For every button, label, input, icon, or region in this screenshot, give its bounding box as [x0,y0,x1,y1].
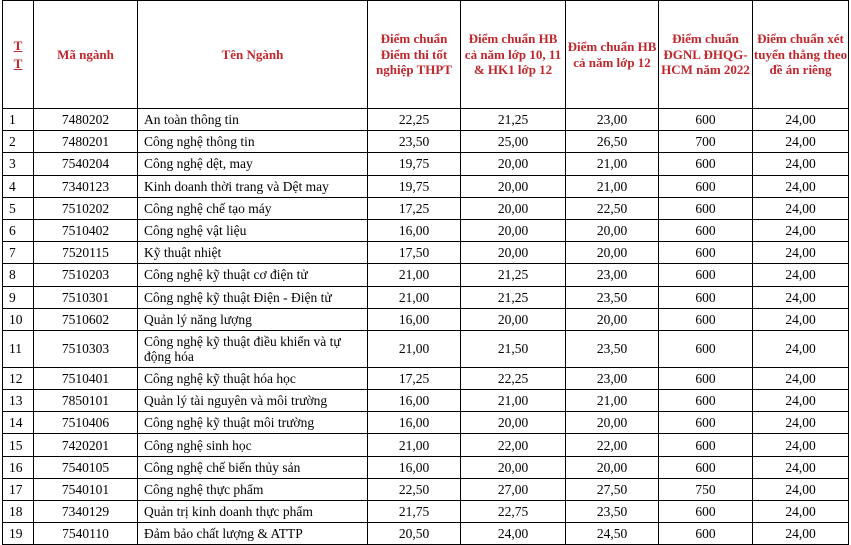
row-hb-12-score: 20,00 [566,219,659,241]
table-row [3,308,849,330]
row-thpt-score: 19,75 [368,175,461,197]
row-number: 1 [3,109,34,131]
row-code: 7850101 [34,390,138,412]
row-name: Đảm bảo chất lượng & ATTP [138,523,368,545]
row-dgnl-score: 600 [659,412,753,434]
table-row [3,264,849,286]
header-row [3,1,849,109]
row-number: 13 [3,390,34,412]
row-hb-12-score: 20,00 [566,242,659,264]
row-thpt-score: 22,50 [368,478,461,500]
table-row [3,242,849,264]
row-direct-admission-score: 24,00 [753,175,849,197]
row-hb-10-11-score: 24,00 [461,523,566,545]
table-body [3,109,849,545]
header-ma-nganh: Mã ngành [34,1,138,109]
row-hb-10-11-score: 20,00 [461,242,566,264]
row-thpt-score: 16,00 [368,308,461,330]
row-number: 2 [3,131,34,153]
row-direct-admission-score: 24,00 [753,330,849,367]
row-code: 7510301 [34,286,138,308]
row-hb-12-score: 21,00 [566,390,659,412]
row-code: 7540105 [34,456,138,478]
row-hb-12-score: 21,00 [566,153,659,175]
row-name: Kỹ thuật nhiệt [138,242,368,264]
row-hb-10-11-score: 22,75 [461,501,566,523]
row-number: 7 [3,242,34,264]
row-thpt-score: 21,00 [368,434,461,456]
row-code: 7510406 [34,412,138,434]
row-dgnl-score: 600 [659,390,753,412]
row-number: 6 [3,219,34,241]
table-row [3,367,849,389]
row-name: An toàn thông tin [138,109,368,131]
row-hb-12-score: 23,00 [566,367,659,389]
row-code: 7510602 [34,308,138,330]
row-thpt-score: 22,25 [368,109,461,131]
row-dgnl-score: 600 [659,175,753,197]
row-name: Công nghệ sinh học [138,434,368,456]
row-number: 8 [3,264,34,286]
row-code: 7340123 [34,175,138,197]
row-name: Công nghệ kỹ thuật điều khiển và tự động hóa [138,330,368,367]
row-thpt-score: 16,00 [368,219,461,241]
row-number: 15 [3,434,34,456]
row-number: 3 [3,153,34,175]
row-dgnl-score: 700 [659,131,753,153]
table-row [3,330,849,367]
table-row [3,390,849,412]
row-direct-admission-score: 24,00 [753,219,849,241]
table-row [3,109,849,131]
row-dgnl-score: 600 [659,109,753,131]
table-row [3,219,849,241]
row-direct-admission-score: 24,00 [753,478,849,500]
row-hb-10-11-score: 27,00 [461,478,566,500]
row-code: 7510401 [34,367,138,389]
row-name: Công nghệ thông tin [138,131,368,153]
row-hb-10-11-score: 21,00 [461,390,566,412]
row-thpt-score: 16,00 [368,456,461,478]
row-hb-10-11-score: 20,00 [461,456,566,478]
row-number: 16 [3,456,34,478]
row-number: 17 [3,478,34,500]
row-code: 7340129 [34,501,138,523]
row-dgnl-score: 600 [659,523,753,545]
row-name: Công nghệ dệt, may [138,153,368,175]
row-thpt-score: 20,50 [368,523,461,545]
table-row [3,434,849,456]
row-number: 12 [3,367,34,389]
row-dgnl-score: 600 [659,264,753,286]
row-direct-admission-score: 24,00 [753,523,849,545]
row-hb-10-11-score: 20,00 [461,219,566,241]
table-row [3,197,849,219]
row-dgnl-score: 600 [659,286,753,308]
row-name: Công nghệ vật liệu [138,219,368,241]
table-row [3,478,849,500]
row-dgnl-score: 600 [659,367,753,389]
row-number: 10 [3,308,34,330]
row-direct-admission-score: 24,00 [753,412,849,434]
row-hb-10-11-score: 22,00 [461,434,566,456]
row-thpt-score: 17,50 [368,242,461,264]
row-dgnl-score: 600 [659,153,753,175]
row-number: 5 [3,197,34,219]
table-row [3,501,849,523]
row-direct-admission-score: 24,00 [753,434,849,456]
header-hb-10-11-hk1: Điểm chuẩn HB cả năm lớp 10, 11 & HK1 lớp 12 [461,1,566,109]
row-thpt-score: 21,00 [368,286,461,308]
row-hb-12-score: 27,50 [566,478,659,500]
header-hb-12: Điểm chuẩn HB cả năm lớp 12 [566,1,659,109]
row-hb-12-score: 26,50 [566,131,659,153]
row-direct-admission-score: 24,00 [753,367,849,389]
table-row [3,175,849,197]
row-dgnl-score: 600 [659,219,753,241]
row-code: 7420201 [34,434,138,456]
row-hb-12-score: 23,50 [566,501,659,523]
row-code: 7480202 [34,109,138,131]
row-hb-12-score: 23,50 [566,286,659,308]
row-number: 19 [3,523,34,545]
row-thpt-score: 23,50 [368,131,461,153]
header-tt: T T [3,1,34,109]
row-number: 4 [3,175,34,197]
header-dgnl: Điểm chuẩn ĐGNL ĐHQG-HCM năm 2022 [659,1,753,109]
row-direct-admission-score: 24,00 [753,286,849,308]
row-hb-10-11-score: 25,00 [461,131,566,153]
row-name: Công nghệ kỹ thuật cơ điện tử [138,264,368,286]
row-hb-10-11-score: 20,00 [461,308,566,330]
row-name: Quản lý tài nguyên và môi trường [138,390,368,412]
row-dgnl-score: 600 [659,330,753,367]
row-thpt-score: 21,75 [368,501,461,523]
row-direct-admission-score: 24,00 [753,131,849,153]
row-hb-12-score: 20,00 [566,412,659,434]
row-hb-12-score: 20,00 [566,456,659,478]
table-row [3,153,849,175]
row-hb-12-score: 20,00 [566,308,659,330]
row-name: Công nghệ kỹ thuật môi trường [138,412,368,434]
row-name: Kinh doanh thời trang và Dệt may [138,175,368,197]
row-hb-12-score: 23,00 [566,264,659,286]
row-hb-10-11-score: 21,25 [461,109,566,131]
row-code: 7540101 [34,478,138,500]
row-thpt-score: 21,00 [368,264,461,286]
row-direct-admission-score: 24,00 [753,308,849,330]
row-code: 7540110 [34,523,138,545]
header-thpt: Điểm chuẩn Điểm thi tốt nghiệp THPT [368,1,461,109]
row-direct-admission-score: 24,00 [753,456,849,478]
row-dgnl-score: 600 [659,501,753,523]
row-hb-12-score: 23,00 [566,109,659,131]
row-hb-10-11-score: 21,25 [461,264,566,286]
row-dgnl-score: 600 [659,456,753,478]
row-direct-admission-score: 24,00 [753,264,849,286]
row-direct-admission-score: 24,00 [753,109,849,131]
row-name: Công nghệ kỹ thuật hóa học [138,367,368,389]
row-number: 9 [3,286,34,308]
row-thpt-score: 16,00 [368,412,461,434]
row-thpt-score: 17,25 [368,367,461,389]
table-row [3,523,849,545]
row-direct-admission-score: 24,00 [753,197,849,219]
admission-score-table [2,0,849,545]
row-number: 14 [3,412,34,434]
row-thpt-score: 21,00 [368,330,461,367]
row-code: 7510303 [34,330,138,367]
table-row [3,286,849,308]
row-hb-10-11-score: 20,00 [461,197,566,219]
row-code: 7540204 [34,153,138,175]
row-name: Quản trị kinh doanh thực phẩm [138,501,368,523]
header-xet-tuyen: Điểm chuẩn xét tuyển thẳng theo đề án riêng [753,1,849,109]
table-row [3,131,849,153]
row-direct-admission-score: 24,00 [753,390,849,412]
row-dgnl-score: 600 [659,308,753,330]
row-code: 7480201 [34,131,138,153]
table-row [3,412,849,434]
row-direct-admission-score: 24,00 [753,501,849,523]
row-thpt-score: 16,00 [368,390,461,412]
row-name: Công nghệ chế biến thủy sản [138,456,368,478]
row-dgnl-score: 750 [659,478,753,500]
row-code: 7510402 [34,219,138,241]
row-hb-12-score: 24,50 [566,523,659,545]
row-hb-10-11-score: 21,50 [461,330,566,367]
row-dgnl-score: 600 [659,242,753,264]
row-hb-10-11-score: 21,25 [461,286,566,308]
row-hb-12-score: 21,00 [566,175,659,197]
row-thpt-score: 19,75 [368,153,461,175]
row-thpt-score: 17,25 [368,197,461,219]
row-name: Quản lý năng lượng [138,308,368,330]
row-hb-10-11-score: 20,00 [461,175,566,197]
row-number: 11 [3,330,34,367]
row-direct-admission-score: 24,00 [753,242,849,264]
row-code: 7520115 [34,242,138,264]
row-hb-10-11-score: 22,25 [461,367,566,389]
row-name: Công nghệ thực phẩm [138,478,368,500]
row-hb-12-score: 23,50 [566,330,659,367]
row-dgnl-score: 600 [659,434,753,456]
header-ten-nganh: Tên Ngành [138,1,368,109]
row-hb-12-score: 22,00 [566,434,659,456]
row-hb-10-11-score: 20,00 [461,412,566,434]
row-dgnl-score: 600 [659,197,753,219]
row-name: Công nghệ kỹ thuật Điện - Điện tử [138,286,368,308]
row-code: 7510202 [34,197,138,219]
row-number: 18 [3,501,34,523]
row-hb-10-11-score: 20,00 [461,153,566,175]
row-code: 7510203 [34,264,138,286]
table-row [3,456,849,478]
row-direct-admission-score: 24,00 [753,153,849,175]
row-hb-12-score: 22,50 [566,197,659,219]
row-name: Công nghệ chế tạo máy [138,197,368,219]
